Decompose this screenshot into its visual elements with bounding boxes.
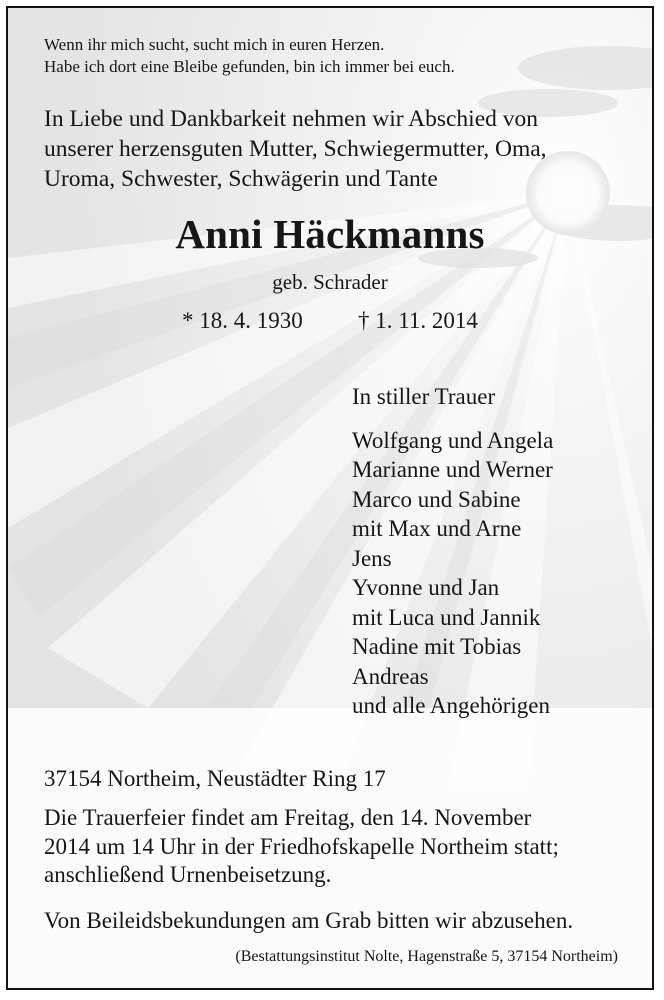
mourner-item: Jens <box>352 545 392 571</box>
motto-line: Wenn ihr mich sucht, sucht mich in euren Herzen. <box>44 35 385 54</box>
family-address: 37154 Northeim, Neustädter Ring 17 <box>44 766 386 791</box>
funeral-line: 2014 um 14 Uhr in der Friedhofskapelle Northeim statt; <box>44 833 559 859</box>
mourner-item: mit Luca und Jannik <box>352 604 541 630</box>
motto-line: Habe ich dort eine Bleibe gefunden, bin ich immer bei euch. <box>44 57 455 76</box>
motto-quote <box>44 34 455 78</box>
obituary-notice <box>6 6 654 990</box>
mourners-list <box>352 382 553 721</box>
mourner-item: Marco und Sabine <box>352 486 521 512</box>
mourner-item: Marianne und Werner <box>352 457 553 482</box>
intro-line: Uroma, Schwester, Schwägerin und Tante <box>44 166 438 192</box>
mourner-item: mit Max und Arne <box>352 516 522 541</box>
funeral-line: Die Trauerfeier findet am Freitag, den 14. November <box>44 805 532 830</box>
intro-line: In Liebe und Dankbarkeit nehmen wir Abschied von <box>44 106 539 132</box>
death-date: † 1. 11. 2014 <box>358 308 478 333</box>
mourners-heading: In stiller Trauer <box>352 384 496 409</box>
intro-text <box>44 104 547 194</box>
mourner-item: Nadine mit Tobias <box>352 634 522 659</box>
condolence-note: Von Beileidsbekundungen am Grab bitten wir abzusehen. <box>44 908 574 933</box>
mourner-item: Yvonne und Jan <box>352 575 500 600</box>
deceased-name: Anni Häckmanns <box>175 211 485 257</box>
mourner-item: und alle Angehörigen <box>352 693 551 718</box>
funeral-line: anschließend Urnenbeisetzung. <box>44 862 332 887</box>
mourner-item: Wolfgang und Angela <box>352 427 554 453</box>
maiden-name: geb. Schrader <box>272 270 388 294</box>
mourner-item: Andreas <box>352 663 429 689</box>
intro-line: unserer herzensguten Mutter, Schwiegermutter, Oma, <box>44 136 547 162</box>
undertaker-credit: (Bestattungsinstitut Nolte, Hagenstraße 5, 37154 Northeim) <box>235 948 618 965</box>
birth-date: * 18. 4. 1930 <box>182 308 303 333</box>
funeral-details <box>44 804 632 890</box>
